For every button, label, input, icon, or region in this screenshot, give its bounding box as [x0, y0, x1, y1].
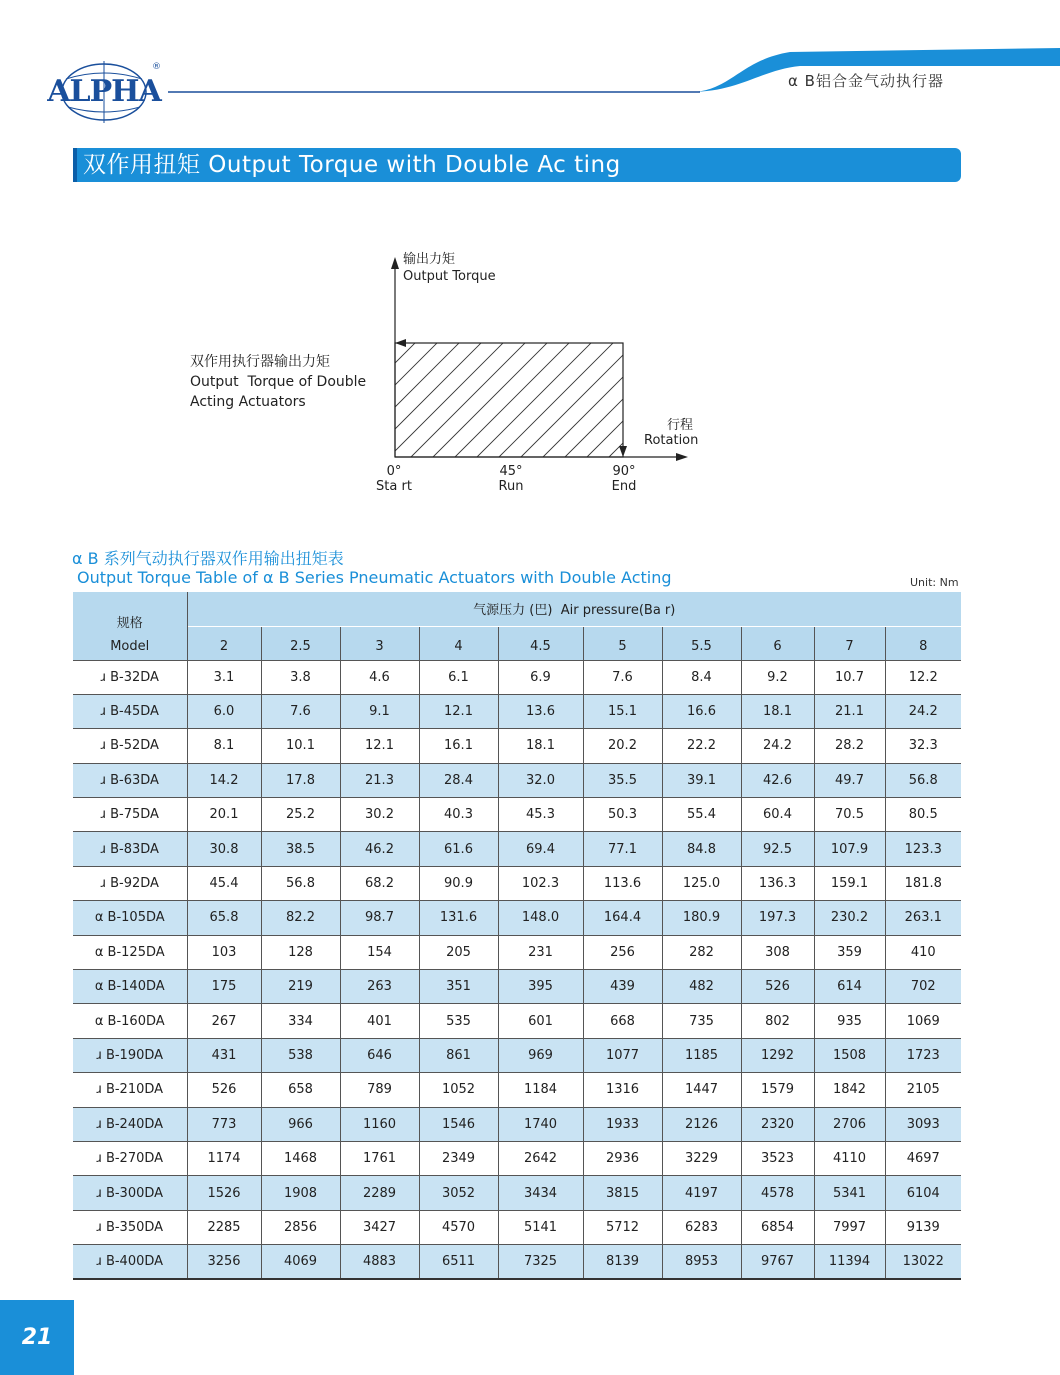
torque-value-cell: 39.1: [662, 763, 741, 797]
torque-value-cell: 68.2: [340, 866, 419, 900]
x-axis-label-cn: 行程: [667, 418, 694, 433]
torque-value-cell: 6283: [662, 1210, 741, 1244]
torque-value-cell: 22.2: [662, 729, 741, 763]
tick-start-label: Sta rt: [376, 479, 412, 494]
header-right-title: α B铝合金气动执行器: [788, 72, 944, 90]
pressure-col-header: 3: [340, 626, 419, 660]
torque-value-cell: 3229: [662, 1141, 741, 1175]
torque-value-cell: 14.2: [187, 763, 261, 797]
table-row: [73, 1038, 961, 1072]
torque-value-cell: 35.5: [583, 763, 662, 797]
torque-value-cell: 4069: [261, 1245, 340, 1279]
model-cell: ɹ B-83DA: [73, 832, 187, 866]
tick-run-label: Run: [498, 479, 524, 494]
torque-value-cell: 1069: [906, 1013, 940, 1029]
table-row: [73, 935, 961, 969]
torque-value-cell: 154: [340, 935, 419, 969]
torque-area: [395, 343, 623, 457]
torque-value-cell: 5341: [814, 1176, 885, 1210]
torque-value-cell: 7997: [814, 1210, 885, 1244]
model-cell: α B-125DA: [73, 935, 187, 969]
torque-value-cell: 231: [498, 935, 583, 969]
torque-value-cell: 8953: [662, 1245, 741, 1279]
torque-value-cell: 125.0: [662, 866, 741, 900]
torque-value-cell: 861: [419, 1038, 498, 1072]
y-axis-arrow: [391, 257, 399, 269]
torque-value-cell: 1447: [662, 1073, 741, 1107]
torque-value-cell: 11394: [814, 1245, 885, 1279]
torque-value-cell: 3434: [498, 1176, 583, 1210]
torque-value-cell: 1292: [741, 1038, 814, 1072]
torque-value-cell: 3427: [340, 1210, 419, 1244]
torque-value-cell: 8139: [583, 1245, 662, 1279]
torque-value-cell: 24.2: [885, 694, 961, 728]
torque-value-cell: 935: [814, 1004, 885, 1038]
torque-value-cell: 92.5: [741, 832, 814, 866]
start-arrow: [395, 339, 406, 347]
torque-value-cell: 1740: [498, 1107, 583, 1141]
pressure-row: [73, 626, 961, 660]
torque-value-cell: 3256: [187, 1245, 261, 1279]
pressure-col-header: 8: [885, 626, 961, 660]
torque-value-cell: 159.1: [814, 866, 885, 900]
torque-value-cell: 9.1: [340, 694, 419, 728]
table-row: [73, 729, 961, 763]
torque-value-cell: 7.6: [583, 660, 662, 694]
torque-value-cell: 18.1: [498, 729, 583, 763]
torque-value-cell: 21.1: [814, 694, 885, 728]
torque-value-cell: 6.9: [498, 660, 583, 694]
torque-value-cell: 42.6: [741, 763, 814, 797]
torque-value-cell: 526: [741, 970, 814, 1004]
torque-value-cell: 12.2: [908, 669, 938, 685]
torque-value-cell: 614: [814, 970, 885, 1004]
torque-value-cell: 3.8: [261, 660, 340, 694]
torque-value-cell: 668: [583, 1004, 662, 1038]
model-cell: ɹ B-32DA: [73, 660, 187, 694]
torque-value-cell: 773: [187, 1107, 261, 1141]
torque-value-cell: 282: [662, 935, 741, 969]
torque-value-cell: 18.1: [741, 694, 814, 728]
model-header-en: Model: [110, 638, 150, 654]
model-cell: ɹ B-240DA: [73, 1107, 187, 1141]
torque-value-cell: 702: [885, 970, 961, 1004]
torque-value-cell: 46.2: [340, 832, 419, 866]
torque-value-cell: 5141: [498, 1210, 583, 1244]
torque-value-cell: 82.2: [261, 901, 340, 935]
torque-value-cell: 789: [340, 1073, 419, 1107]
torque-value-cell: 7325: [498, 1245, 583, 1279]
torque-value-cell: 219: [261, 970, 340, 1004]
torque-value-cell: 131.6: [419, 901, 498, 935]
y-axis-label-en: Output Torque: [403, 269, 496, 284]
torque-value-cell: 2126: [662, 1107, 741, 1141]
torque-value-cell: 107.9: [814, 832, 885, 866]
torque-value-cell: 6104: [885, 1176, 961, 1210]
torque-value-cell: 3.1: [187, 660, 261, 694]
torque-value-cell: 1185: [662, 1038, 741, 1072]
torque-value-cell: 1908: [261, 1176, 340, 1210]
torque-value-cell: 13022: [885, 1245, 961, 1279]
torque-value-cell: 1174: [187, 1141, 261, 1175]
torque-value-cell: 2105: [906, 1082, 940, 1098]
torque-value-cell: 1316: [583, 1073, 662, 1107]
torque-value-cell: 526: [187, 1073, 261, 1107]
torque-value-cell: 2349: [419, 1141, 498, 1175]
torque-value-cell: 50.3: [583, 798, 662, 832]
torque-value-cell: 538: [261, 1038, 340, 1072]
torque-value-cell: 2320: [741, 1107, 814, 1141]
torque-value-cell: 267: [187, 1004, 261, 1038]
table-row: [73, 798, 961, 832]
table-row: [73, 1141, 961, 1175]
model-cell: α B-160DA: [73, 1004, 187, 1038]
torque-value-cell: 3523: [741, 1141, 814, 1175]
torque-value-cell: 20.2: [583, 729, 662, 763]
tick-end-label: End: [611, 479, 637, 494]
torque-value-cell: 439: [583, 970, 662, 1004]
torque-value-cell: 4570: [419, 1210, 498, 1244]
torque-value-cell: 5712: [583, 1210, 662, 1244]
torque-value-cell: 8.1: [187, 729, 261, 763]
torque-value-cell: 12.1: [419, 694, 498, 728]
torque-value-cell: 256: [583, 935, 662, 969]
torque-value-cell: 4578: [741, 1176, 814, 1210]
torque-value-cell: 24.2: [741, 729, 814, 763]
torque-value-cell: 164.4: [583, 901, 662, 935]
alpha-logo: [46, 55, 166, 125]
torque-value-cell: 56.8: [261, 866, 340, 900]
tick-end-deg: 90°: [612, 464, 636, 479]
torque-value-cell: 181.8: [904, 876, 942, 892]
torque-value-cell: 1468: [261, 1141, 340, 1175]
model-header: [73, 592, 187, 660]
torque-value-cell: 6854: [741, 1210, 814, 1244]
diagram-desc-en-1: Output Torque of Double: [190, 374, 367, 390]
page-number: 21: [0, 1300, 74, 1375]
torque-value-cell: 2642: [498, 1141, 583, 1175]
diagram-desc-cn: 双作用执行器输出力矩: [190, 354, 330, 370]
pressure-col-header: 5.5: [662, 626, 741, 660]
torque-value-cell: 395: [498, 970, 583, 1004]
torque-value-cell: 77.1: [583, 832, 662, 866]
torque-value-cell: 28.2: [814, 729, 885, 763]
torque-value-cell: 4197: [662, 1176, 741, 1210]
pressure-col-header: 7: [814, 626, 885, 660]
torque-value-cell: 84.8: [662, 832, 741, 866]
model-cell: ɹ B-52DA: [73, 729, 187, 763]
pressure-col-header: 4: [419, 626, 498, 660]
torque-value-cell: 49.7: [814, 763, 885, 797]
torque-value-cell: 98.7: [340, 901, 419, 935]
tick-run-deg: 45°: [499, 464, 523, 479]
torque-value-cell: 3052: [419, 1176, 498, 1210]
pressure-col-header: 6: [741, 626, 814, 660]
table-title-cn: α B 系列气动执行器双作用输出扭矩表: [72, 549, 344, 568]
table-row: [73, 1073, 961, 1107]
torque-value-cell: 1842: [814, 1073, 885, 1107]
torque-value-cell: 16.6: [662, 694, 741, 728]
torque-value-cell: 56.8: [885, 763, 961, 797]
torque-value-cell: 69.4: [498, 832, 583, 866]
table-row: [73, 660, 961, 694]
torque-value-cell: 38.5: [261, 832, 340, 866]
table-row: [73, 832, 961, 866]
torque-value-cell: 148.0: [498, 901, 583, 935]
torque-value-cell: 1761: [340, 1141, 419, 1175]
model-cell: α B-105DA: [73, 901, 187, 935]
pressure-col-header: 4.5: [498, 626, 583, 660]
model-cell: ɹ B-63DA: [73, 763, 187, 797]
torque-value-cell: 205: [419, 935, 498, 969]
torque-value-cell: 263: [340, 970, 419, 1004]
torque-value-cell: 1579: [741, 1073, 814, 1107]
torque-value-cell: 230.2: [814, 901, 885, 935]
torque-value-cell: 136.3: [741, 866, 814, 900]
torque-value-cell: 30.8: [187, 832, 261, 866]
banner-edge: [73, 148, 77, 182]
table-row: [73, 763, 961, 797]
torque-value-cell: 123.3: [885, 832, 961, 866]
torque-value-cell: 601: [498, 1004, 583, 1038]
torque-value-cell: 969: [498, 1038, 583, 1072]
torque-value-cell: 32.3: [908, 738, 938, 754]
torque-value-cell: 4697: [906, 1151, 940, 1167]
torque-value-cell: 28.4: [419, 763, 498, 797]
model-cell: ɹ B-270DA: [73, 1141, 187, 1175]
model-cell: ɹ B-350DA: [73, 1210, 187, 1244]
torque-value-cell: 4110: [814, 1141, 885, 1175]
table-body: [73, 660, 961, 1279]
pressure-col-header: 2: [187, 626, 261, 660]
model-header-cn: 规格: [116, 615, 143, 631]
diagram-desc-en-2: Acting Actuators: [190, 394, 306, 410]
model-cell: ɹ B-400DA: [73, 1245, 187, 1279]
torque-value-cell: 9767: [741, 1245, 814, 1279]
torque-value-cell: 308: [741, 935, 814, 969]
torque-value-cell: 16.1: [419, 729, 498, 763]
torque-value-cell: 13.6: [498, 694, 583, 728]
torque-value-cell: 482: [662, 970, 741, 1004]
torque-value-cell: 15.1: [583, 694, 662, 728]
torque-value-cell: 1546: [419, 1107, 498, 1141]
torque-value-cell: 6.1: [419, 660, 498, 694]
torque-value-cell: 20.1: [187, 798, 261, 832]
torque-value-cell: 2706: [814, 1107, 885, 1141]
torque-value-cell: 7.6: [261, 694, 340, 728]
torque-value-cell: 80.5: [908, 807, 938, 823]
torque-value-cell: 113.6: [583, 866, 662, 900]
torque-value-cell: 2856: [261, 1210, 340, 1244]
torque-value-cell: 197.3: [741, 901, 814, 935]
model-cell: ɹ B-210DA: [73, 1073, 187, 1107]
model-cell: ɹ B-190DA: [73, 1038, 187, 1072]
pressure-col-header: 5: [583, 626, 662, 660]
table-row: [73, 970, 961, 1004]
model-cell: ɹ B-92DA: [73, 866, 187, 900]
torque-value-cell: 8.4: [662, 660, 741, 694]
torque-value-cell: 263.1: [885, 901, 961, 935]
torque-value-cell: 431: [187, 1038, 261, 1072]
torque-value-cell: 180.9: [662, 901, 741, 935]
torque-value-cell: 1723: [885, 1038, 961, 1072]
section-title-banner: 双作用扭矩 Output Torque with Double Ac ting: [73, 148, 961, 182]
torque-value-cell: 45.4: [187, 866, 261, 900]
torque-value-cell: 45.3: [498, 798, 583, 832]
torque-value-cell: 646: [340, 1038, 419, 1072]
model-cell: α B-140DA: [73, 970, 187, 1004]
diagram-description: [190, 352, 366, 412]
torque-value-cell: 1160: [340, 1107, 419, 1141]
torque-value-cell: 1526: [187, 1176, 261, 1210]
table-row: [73, 694, 961, 728]
torque-value-cell: 2936: [583, 1141, 662, 1175]
torque-value-cell: 1077: [583, 1038, 662, 1072]
torque-value-cell: 90.9: [419, 866, 498, 900]
torque-value-cell: 1184: [498, 1073, 583, 1107]
torque-value-cell: 4883: [340, 1245, 419, 1279]
torque-value-cell: 10.1: [261, 729, 340, 763]
table-row: [73, 1004, 961, 1038]
table-row: [73, 901, 961, 935]
torque-value-cell: 1052: [419, 1073, 498, 1107]
torque-value-cell: 128: [261, 935, 340, 969]
torque-value-cell: 966: [261, 1107, 340, 1141]
torque-value-cell: 334: [261, 1004, 340, 1038]
y-axis-label-cn: 输出力矩: [403, 252, 456, 267]
torque-value-cell: 32.0: [498, 763, 583, 797]
torque-value-cell: 70.5: [814, 798, 885, 832]
torque-value-cell: 55.4: [662, 798, 741, 832]
table-row: [73, 866, 961, 900]
model-cell: ɹ B-75DA: [73, 798, 187, 832]
model-cell: ɹ B-45DA: [73, 694, 187, 728]
torque-value-cell: 12.1: [340, 729, 419, 763]
torque-value-cell: 1508: [814, 1038, 885, 1072]
torque-value-cell: 401: [340, 1004, 419, 1038]
torque-value-cell: 17.8: [261, 763, 340, 797]
table-title-en: Output Torque Table of α B Series Pneumatic Actuators with Double Acting: [77, 568, 672, 587]
unit-label: Unit: Nm: [910, 576, 959, 589]
end-arrow: [619, 446, 627, 457]
torque-value-cell: 21.3: [340, 763, 419, 797]
torque-value-cell: 65.8: [187, 901, 261, 935]
torque-value-cell: 60.4: [741, 798, 814, 832]
tick-start-deg: 0°: [386, 464, 402, 479]
x-axis-arrow: [676, 453, 688, 461]
torque-table: [73, 592, 961, 1280]
torque-value-cell: 410: [910, 944, 936, 960]
torque-value-cell: 658: [261, 1073, 340, 1107]
torque-value-cell: 535: [419, 1004, 498, 1038]
torque-value-cell: 1933: [583, 1107, 662, 1141]
torque-value-cell: 6511: [419, 1245, 498, 1279]
table-row: [73, 1176, 961, 1210]
registered-mark: ®: [152, 62, 161, 72]
torque-value-cell: 102.3: [498, 866, 583, 900]
torque-value-cell: 802: [741, 1004, 814, 1038]
torque-value-cell: 359: [814, 935, 885, 969]
table-row: [73, 1245, 961, 1279]
torque-value-cell: 40.3: [419, 798, 498, 832]
torque-value-cell: 3093: [885, 1107, 961, 1141]
torque-value-cell: 2285: [187, 1210, 261, 1244]
table-row: [73, 1107, 961, 1141]
torque-value-cell: 61.6: [419, 832, 498, 866]
torque-value-cell: 175: [187, 970, 261, 1004]
logo-text: ALPHA: [47, 74, 161, 109]
torque-value-cell: 30.2: [340, 798, 419, 832]
torque-value-cell: 25.2: [261, 798, 340, 832]
torque-value-cell: 10.7: [814, 660, 885, 694]
pressure-col-header: 2.5: [261, 626, 340, 660]
table-row: [73, 1210, 961, 1244]
torque-value-cell: 735: [662, 1004, 741, 1038]
torque-value-cell: 4.6: [340, 660, 419, 694]
torque-value-cell: 6.0: [187, 694, 261, 728]
torque-value-cell: 9139: [906, 1219, 940, 1235]
torque-value-cell: 103: [187, 935, 261, 969]
x-axis-label-en: Rotation: [644, 433, 699, 448]
torque-value-cell: 3815: [583, 1176, 662, 1210]
torque-value-cell: 351: [419, 970, 498, 1004]
torque-value-cell: 9.2: [741, 660, 814, 694]
torque-value-cell: 2289: [340, 1176, 419, 1210]
pressure-header: 气源压力 (巴) Air pressure(Ba r): [187, 592, 961, 626]
model-cell: ɹ B-300DA: [73, 1176, 187, 1210]
